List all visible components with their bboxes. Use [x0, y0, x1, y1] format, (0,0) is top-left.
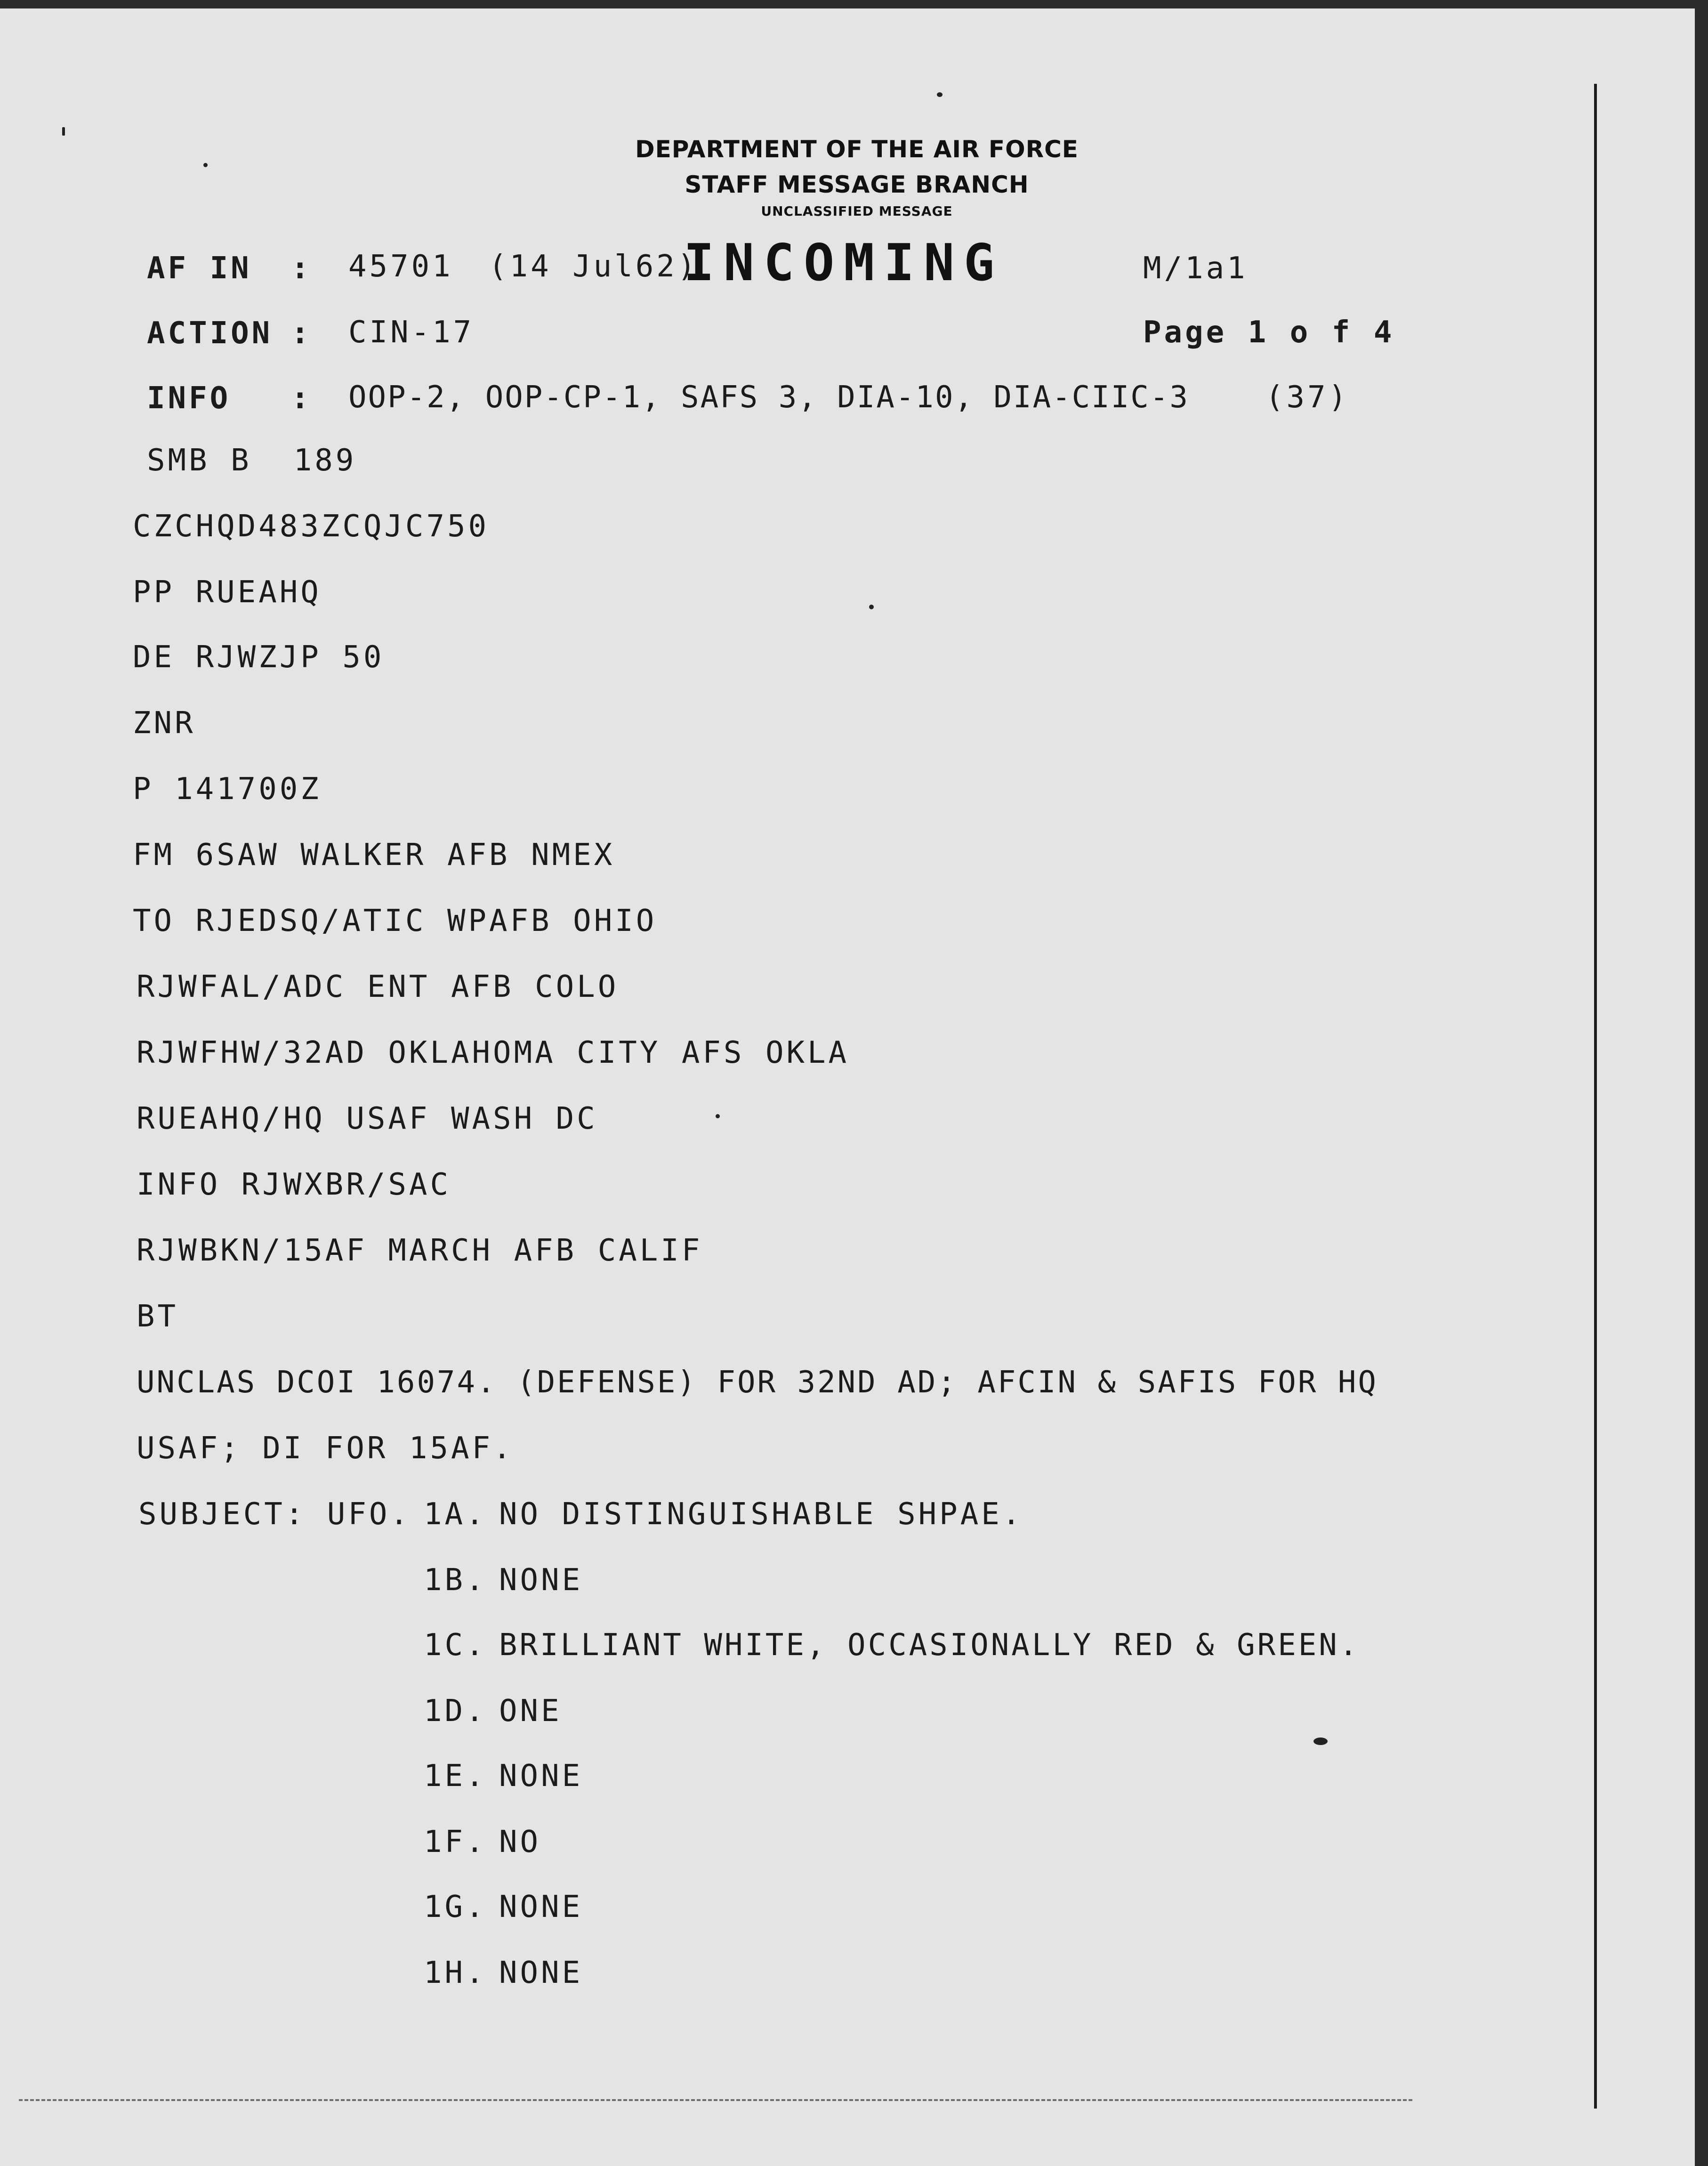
header-department: DEPARTMENT OF THE AIR FORCE: [635, 136, 1079, 163]
message-line: FM 6SAW WALKER AFB NMEX: [133, 838, 615, 873]
message-line: INFO RJWXBR/SAC: [137, 1167, 451, 1202]
action-label: ACTION: [147, 316, 273, 351]
subject-item-code: 1F.: [424, 1825, 487, 1859]
subject-item-code: 1H.: [424, 1956, 487, 1990]
message-line: CZCHQD483ZCQJC750: [133, 509, 490, 544]
info-value: OOP-2, OOP-CP-1, SAFS 3, DIA-10, DIA-CIIC-3: [348, 380, 1189, 415]
message-line: ZNR: [133, 706, 196, 741]
af-in-colon: :: [291, 251, 312, 286]
af-in-label: AF IN: [147, 251, 252, 286]
subject-item-code: 1G.: [424, 1890, 487, 1924]
subject-label: SUBJECT: UFO.: [138, 1497, 411, 1532]
subject-item-code: 1E.: [424, 1759, 487, 1794]
message-line: PP RUEAHQ: [133, 575, 322, 610]
subject-item-text: NO DISTINGUISHABLE SHPAE.: [499, 1497, 1023, 1532]
message-line: RJWFAL/ADC ENT AFB COLO: [137, 970, 619, 1004]
subject-item-text: NONE: [499, 1890, 583, 1924]
subject-item-text: BRILLIANT WHITE, OCCASIONALLY RED & GREEN.: [499, 1628, 1360, 1663]
speck: [62, 127, 65, 136]
info-colon: :: [291, 381, 312, 416]
smb-line: SMB B 189: [147, 443, 357, 478]
message-line: P 141700Z: [133, 772, 322, 807]
speck: [203, 163, 208, 167]
subject-item-code: 1C.: [424, 1628, 487, 1663]
message-line: RUEAHQ/HQ USAF WASH DC: [137, 1101, 598, 1136]
bottom-dashed-rule: [19, 2099, 1412, 2101]
speck: [1313, 1738, 1328, 1745]
subject-item-text: NONE: [499, 1956, 583, 1990]
subject-item-code: 1D.: [424, 1694, 487, 1729]
incoming-stamp: INCOMING: [684, 234, 1004, 292]
routing-code: M/1a1: [1143, 251, 1248, 286]
message-line: USAF; DI FOR 15AF.: [137, 1431, 514, 1466]
action-colon: :: [291, 316, 312, 351]
message-line: DE RJWZJP 50: [133, 640, 385, 675]
page-number: Page 1 o f 4: [1143, 315, 1395, 350]
message-line: BT: [137, 1299, 179, 1334]
message-line: RJWFHW/32AD OKLAHOMA CITY AFS OKLA: [137, 1035, 850, 1070]
af-in-number: 45701: [348, 249, 453, 284]
message-line: UNCLAS DCOI 16074. (DEFENSE) FOR 32ND AD; AFCIN & SAFIS FOR HQ: [137, 1365, 1378, 1400]
subject-item-code: 1A.: [424, 1497, 487, 1532]
subject-item-text: ONE: [499, 1694, 562, 1729]
speck: [937, 92, 943, 97]
message-date: (14 Jul62): [489, 249, 699, 284]
info-label: INFO: [147, 381, 231, 416]
message-line: RJWBKN/15AF MARCH AFB CALIF: [137, 1233, 703, 1268]
message-line: TO RJEDSQ/ATIC WPAFB OHIO: [133, 904, 657, 938]
action-value: CIN-17: [348, 315, 475, 350]
header-classification: UNCLASSIFIED MESSAGE: [761, 203, 953, 219]
subject-item-code: 1B.: [424, 1563, 487, 1598]
document-page: [0, 8, 1695, 2166]
speck: [869, 605, 874, 609]
subject-item-text: NONE: [499, 1563, 583, 1598]
header-branch: STAFF MESSAGE BRANCH: [685, 171, 1029, 198]
speck: [716, 1114, 720, 1118]
subject-item-text: NONE: [499, 1759, 583, 1794]
info-count: (37): [1265, 380, 1350, 415]
page-edge-shadow: [1594, 84, 1597, 2109]
subject-item-text: NO: [499, 1825, 541, 1859]
